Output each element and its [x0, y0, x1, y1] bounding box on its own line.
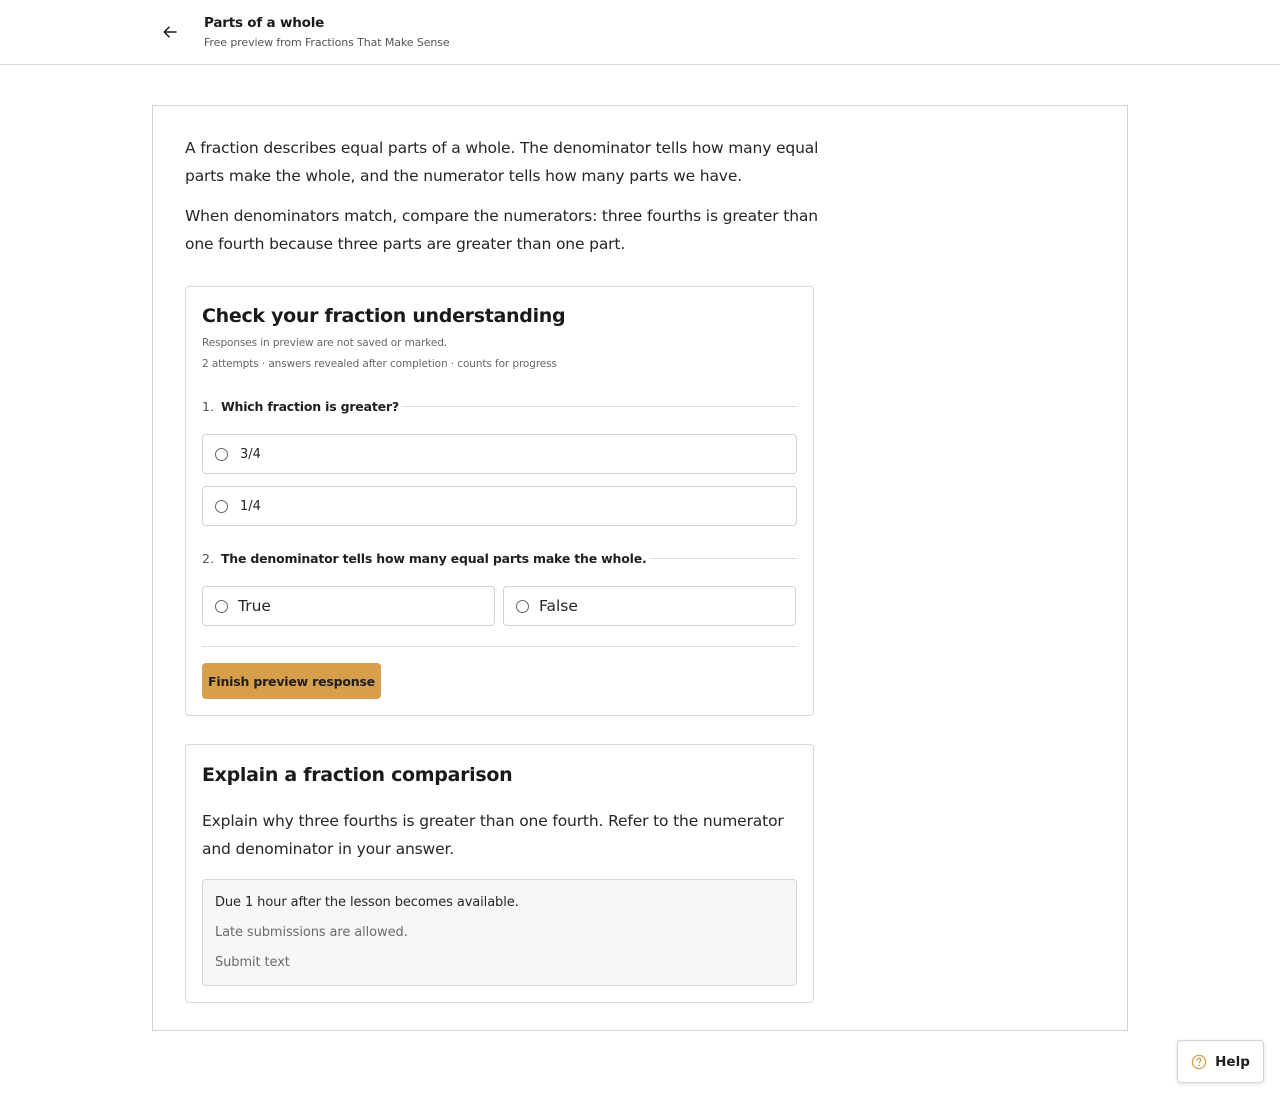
answer-option-1-4[interactable] [202, 486, 797, 526]
help-label: Help [1215, 1053, 1250, 1070]
late-policy: Late submissions are allowed. [215, 925, 408, 940]
option-label: 1/4 [240, 498, 261, 514]
finish-preview-button[interactable]: Finish preview response [202, 663, 381, 699]
radio-button[interactable] [215, 500, 228, 513]
assignment-details [202, 879, 797, 986]
due-info: Due 1 hour after the lesson becomes available. [215, 895, 519, 910]
radio-button[interactable] [516, 600, 529, 613]
radio-button[interactable] [215, 600, 228, 613]
question-divider [649, 558, 797, 559]
question-1-heading [202, 396, 797, 416]
arrow-left-icon [163, 26, 177, 38]
page-title: Parts of a whole [204, 15, 325, 31]
answer-option-3-4[interactable] [202, 434, 797, 474]
quiz-card [185, 286, 814, 716]
answer-option-false[interactable] [503, 586, 796, 626]
assignment-card [185, 744, 814, 1003]
lesson-paragraph: When denominators match, compare the numerators: three fourths is greater than one fourth because three parts are greater than one part. [185, 207, 818, 253]
option-label: 3/4 [240, 446, 261, 462]
option-label: False [539, 597, 578, 615]
radio-button[interactable] [215, 448, 228, 461]
question-circle-icon [1191, 1054, 1207, 1070]
question-text: Which fraction is greater? [220, 398, 399, 414]
quiz-title: Check your fraction understanding [202, 305, 566, 327]
submission-type: Submit text [215, 955, 290, 970]
lesson-content [152, 105, 1128, 1031]
question-text: The denominator tells how many equal parts make the whole. [220, 550, 647, 566]
question-number: 1. [202, 398, 214, 414]
assignment-prompt: Explain why three fourths is greater than one fourth. Refer to the numerator and denominator in your answer. [202, 812, 784, 858]
question-2-heading [202, 548, 797, 568]
question-divider [401, 406, 797, 407]
answer-option-true[interactable] [202, 586, 495, 626]
lesson-paragraph: A fraction describes equal parts of a whole. The denominator tells how many equal parts make the whole, and the numerator tells how many parts we have. [185, 139, 819, 185]
top-bar [0, 0, 1280, 65]
option-label: True [238, 597, 271, 615]
page-subtitle: Free preview from Fractions That Make Sense [204, 36, 450, 49]
assignment-title: Explain a fraction comparison [202, 764, 513, 786]
back-button[interactable] [156, 18, 184, 46]
quiz-preview-note: Responses in preview are not saved or marked. [202, 337, 448, 349]
question-number: 2. [202, 550, 214, 566]
quiz-divider [202, 646, 797, 647]
quiz-meta: 2 attempts · answers revealed after completion · counts for progress [202, 358, 557, 370]
help-button[interactable] [1177, 1040, 1264, 1083]
